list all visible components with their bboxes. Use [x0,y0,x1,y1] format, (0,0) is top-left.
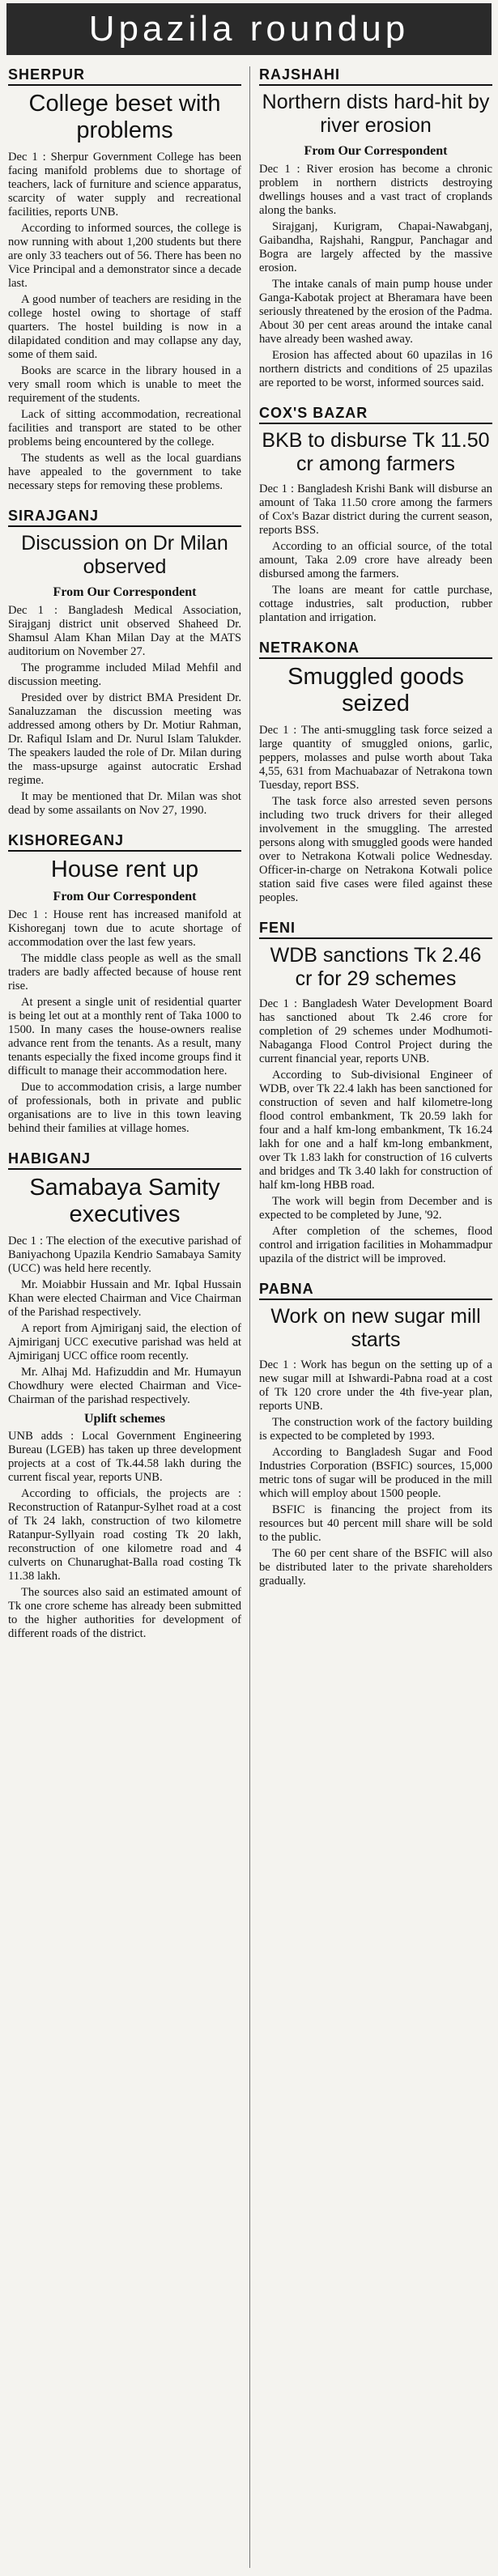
news-story [259,1281,492,1588]
story-paragraph: At present a single unit of residential quarter is being let out at a monthly rent of Taka 1000 to 1500. In many cases the house-owners realise advance rent from the tenants. As a result, many tenants especially the fixed income groups find it difficult to manage their accommodation here. [8,996,241,1078]
story-byline: From Our Correspondent [53,890,197,903]
story-headline: House rent up [50,857,199,882]
story-paragraph: Erosion has affected about 60 upazilas in 16 northern districts and conditions of 25 upazilas are reported to be worst, informed sources said. [259,349,492,389]
story-paragraph: According to an official source, of the total amount, Taka 2.09 crore have already been disbursed among the farmers. [259,540,492,580]
story-paragraph: The work will begin from December and is expected to be completed by June, '92. [259,1195,492,1222]
story-paragraph: Due to accommodation crisis, a large number of professionals, both in private and public organisations are to live in this town leaving behind their families at village homes. [8,1081,241,1135]
story-headline: Northern dists hard-hit by river erosion [262,91,490,137]
story-paragraph: BSFIC is financing the project from its resources but 40 percent mill share will be sold to the public. [259,1503,492,1544]
story-paragraph: Dec 1 : Sherpur Government College has been facing manifold problems due to shortage of teachers, lack of furniture and science apparatus, scarcity of water supply and recreational facilities, reports UNB. [8,151,241,219]
story-paragraph: The students as well as the local guardians have appealed to the government to take necessary steps for removing these problems. [8,452,241,492]
section-label: RAJSHAHI [259,66,492,86]
story-paragraph: Lack of sitting accommodation, recreational facilities and transport are stated to be other problems being encountered by the college. [8,408,241,448]
column-divider [249,66,250,2568]
story-paragraph: The construction work of the factory building is expected to be completed by 1993. [259,1416,492,1443]
section-label: COX'S BAZAR [259,405,492,424]
news-story [8,832,241,1136]
story-headline: BKB to disburse Tk 11.50 cr among farmers [262,429,490,475]
story-paragraph: Dec 1 : River erosion has become a chronic problem in northern districts destroying dwellings houses and a vast tract of croplands along the banks. [259,163,492,217]
story-byline: From Our Correspondent [304,144,448,158]
story-paragraph: Dec 1 : Bangladesh Krishi Bank will disburse an amount of Taka 11.50 crore among the farmers of Cox's Bazar district during the current season, reports BSS. [259,482,492,537]
section-label: HABIGANJ [8,1150,241,1170]
right-column [259,66,492,1603]
story-paragraph: The 60 per cent share of the BSFIC will also be distributed later to the private shareholders gradually. [259,1547,492,1588]
story-headline: Work on new sugar mill starts [270,1305,481,1351]
story-paragraph: The loans are meant for cattle purchase, cottage industries, salt production, rubber plantation and irrigation. [259,584,492,624]
story-paragraph: A good number of teachers are residing in the college hostel owing to shortage of staff quarters. The hostel building is now in a dilapidated condition and may collapse any day, some of them said. [8,293,241,361]
story-headline: Smuggled goods seized [287,664,464,716]
story-paragraph: Dec 1 : The election of the executive parishad of Baniyachong Upazila Kendrio Samabaya Samity (UCC) was held here recently. [8,1235,241,1275]
story-paragraph: According to Sub-divisional Engineer of WDB, over Tk 22.4 lakh has been sanctioned for construction of seven and half kilometre-long flood control embankment, Tk 20.59 lakh for four and a half km-long embankment, Tk 16.24 lakh for one and a half km-long embankment, over Tk 1.83 lakh for construction of 16 culverts and bridges and Tk 3.40 lakh for construction of half km-long HBB road. [259,1069,492,1192]
story-paragraph: After completion of the schemes, flood control and irrigation facilities in Mohammadpur upazila of the district will be improved. [259,1225,492,1265]
story-paragraph: Books are scarce in the library housed in a very small room which is unable to meet the requirement of the students. [8,364,241,405]
story-paragraph: The programme included Milad Mehfil and discussion meeting. [8,661,241,688]
story-paragraph: According to Bangladesh Sugar and Food Industries Corporation (BSFIC) sources, 15,000 metric tons of sugar will be produced in the mill which will employ about 1500 people. [259,1446,492,1500]
story-paragraph: Mr. Alhaj Md. Hafizuddin and Mr. Humayun Chowdhury were elected Chairman and Vice-Chairman of the parishad respectively. [8,1366,241,1406]
left-column [8,66,241,1656]
story-paragraph: Mr. Moiabbir Hussain and Mr. Iqbal Hussain Khan were elected Chairman and Vice Chairman of the Parishad respectively. [8,1278,241,1319]
story-paragraph: Dec 1 : Bangladesh Medical Association, Sirajganj district unit observed Shaheed Dr. Shamsul Alam Khan Milan Day at the MATS auditorium on November 27. [8,604,241,658]
story-paragraph: Dec 1 : Work has begun on the setting up of a new sugar mill at Ishwardi-Pabna road at a cost of Tk 120 crore under the 4th five-year plan, reports UNB. [259,1358,492,1413]
news-story [259,66,492,390]
story-paragraph: The sources also said an estimated amount of Tk one crore scheme has already been submitted to the higher authorities for development of different roads of the district. [8,1586,241,1640]
news-story [8,66,241,493]
story-paragraph: Presided over by district BMA President Dr. Sanaluzzaman the discussion meeting was addressed among others by Dr. Motiur Rahman, Dr. Rafiqul Islam and Dr. Nurul Islam Talukder. The speakers lauded the role of Dr. Milan during the mass-upsurge against autocratic Ershad regime. [8,691,241,787]
section-label: NETRAKONA [259,640,492,659]
story-headline: Samabaya Samity executives [29,1175,220,1227]
story-headline: College beset with problems [28,91,221,143]
story-headline: Discussion on Dr Milan observed [21,532,228,578]
story-paragraph: The intake canals of main pump house under Ganga-Kabotak project at Bheramara have been seriously threatened by the erosion of the Padma. About 30 per cent areas around the intake canal have already been washed away. [259,278,492,346]
news-story [259,640,492,905]
story-paragraph: The task force also arrested seven persons including two truck drivers for their alleged involvement in the smuggling. The arrested persons along with smuggled goods were handed over to Netrakona Kotwali police Wednesday. Officer-in-charge on Netrakona Kotwali police station said five cases were filed against these peoples. [259,795,492,904]
news-story [8,1150,241,1641]
section-label: SHERPUR [8,66,241,86]
story-paragraph: Dec 1 : Bangladesh Water Development Board has sanctioned about Tk 2.46 crore for completion of 29 schemes under Modhumoti-Nabaganga Flood Control Project during the current financial year, reports UNB. [259,997,492,1065]
story-paragraph: According to officials, the projects are : Reconstruction of Ratanpur-Sylhet road at a cost of Tk 24 lakh, construction of two kilometre Ratanpur-Syllyain road costing Tk 20 lakh, reconstruction of one kilometre road and 4 culverts on Chunarughat-Balla road costing Tk 11.38 lakh. [8,1487,241,1583]
story-paragraph: It may be mentioned that Dr. Milan was shot dead by some assailants on Nov 27, 1990. [8,790,241,817]
story-headline: WDB sanctions Tk 2.46 cr for 29 schemes [270,944,482,990]
news-story [8,508,241,818]
story-paragraph: Sirajganj, Kurigram, Chapai-Nawabganj, Gaibandha, Rajshahi, Rangpur, Panchagar and Bogra are largely affected by the massive erosion. [259,220,492,274]
story-paragraph: UNB adds : Local Government Engineering Bureau (LGEB) has taken up three development projects at a cost of Tk.44.58 lakh during the current fiscal year, reports UNB. [8,1430,241,1484]
story-paragraph: Dec 1 : House rent has increased manifold at Kishoreganj town due to acute shortage of accommodation over the last few years. [8,908,241,949]
story-paragraph: According to informed sources, the college is now running with about 1,200 students but there are only 33 teachers out of 56. There has been no Vice Principal and a demonstrator since a decade last. [8,222,241,290]
section-label: PABNA [259,1281,492,1300]
news-story [259,405,492,625]
section-label: KISHOREGANJ [8,832,241,852]
story-subhead: Uplift schemes [84,1412,165,1426]
story-paragraph: The middle class people as well as the small traders are badly affected because of house rent rise. [8,952,241,993]
story-paragraph: A report from Ajmiriganj said, the election of Ajmiriganj UCC executive parishad was held at Ajmiriganj UCC office room recently. [8,1322,241,1362]
page-banner-title: Upazila roundup [6,3,492,55]
section-label: SIRAJGANJ [8,508,241,527]
section-label: FENI [259,920,492,939]
story-paragraph: Dec 1 : The anti-smuggling task force seized a large quantity of smuggled onions, garlic, peppers, molasses and pulse worth about Taka 4,55, 631 from Machuabazar of Netrakona town Tuesday, report BSS. [259,724,492,792]
news-story [259,920,492,1266]
story-byline: From Our Correspondent [53,585,197,599]
